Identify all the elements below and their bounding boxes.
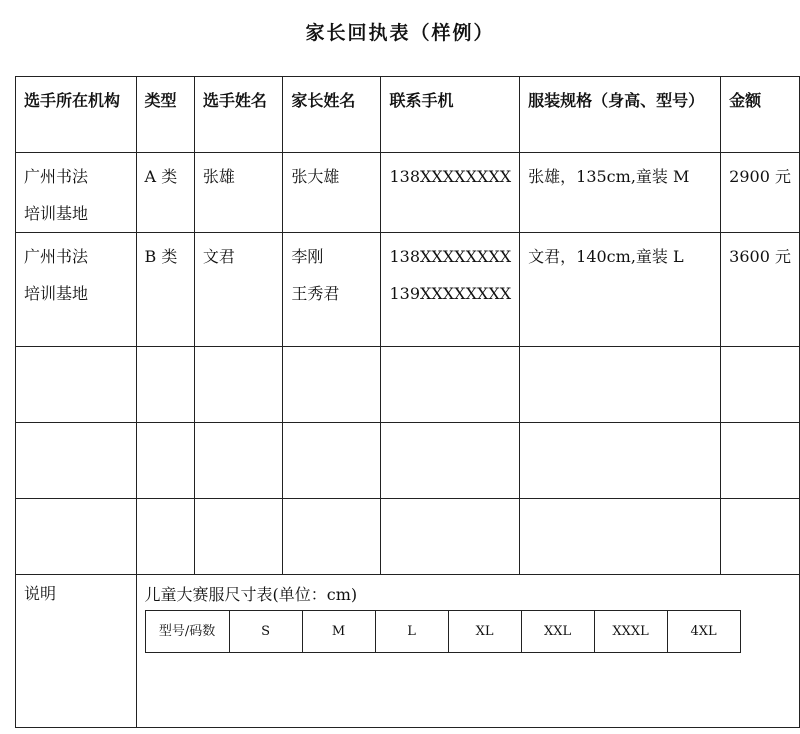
empty-cell xyxy=(721,347,800,423)
parent-name-cell xyxy=(283,233,381,347)
org-cell xyxy=(16,153,137,233)
size-cell: 4XL xyxy=(667,611,740,653)
size-chart-container xyxy=(145,575,791,727)
parent-name: 张大雄 xyxy=(291,167,340,186)
phone-number: 138XXXXXXXX xyxy=(389,167,512,186)
size-cell: XL xyxy=(448,611,521,653)
empty-cell xyxy=(283,423,381,499)
phone-number: 139XXXXXXXX xyxy=(389,284,512,303)
player-name-cell: 文君 xyxy=(194,233,283,347)
size-cell: S xyxy=(229,611,302,653)
header-org: 选手所在机构 xyxy=(16,77,137,153)
empty-cell xyxy=(520,499,721,575)
empty-cell xyxy=(16,347,137,423)
phone-number: 138XXXXXXXX xyxy=(389,247,512,266)
size-chart-table xyxy=(145,610,741,653)
empty-row xyxy=(16,499,800,575)
table-row xyxy=(16,153,800,233)
phone-cell xyxy=(381,153,520,233)
size-cell: M xyxy=(302,611,375,653)
header-parent-name: 家长姓名 xyxy=(283,77,381,153)
table-header-row xyxy=(16,77,800,153)
notes-content xyxy=(136,575,799,728)
size-chart-header: 型号/码数 xyxy=(145,611,229,653)
amount-cell: 2900 元 xyxy=(721,153,800,233)
amount-cell: 3600 元 xyxy=(721,233,800,347)
phone-cell xyxy=(381,233,520,347)
clothing-size-cell: 张雄，135cm,童装 M xyxy=(520,153,721,233)
reply-form-table xyxy=(15,76,800,728)
empty-row xyxy=(16,423,800,499)
size-cell: L xyxy=(375,611,448,653)
size-chart-title: 儿童大赛服尺寸表(单位：cm) xyxy=(144,585,358,604)
empty-cell xyxy=(136,499,194,575)
org-cell xyxy=(16,233,137,347)
size-chart-row xyxy=(145,611,740,653)
player-name-cell: 张雄 xyxy=(194,153,283,233)
header-phone: 联系手机 xyxy=(381,77,520,153)
empty-cell xyxy=(381,499,520,575)
empty-cell xyxy=(381,423,520,499)
notes-row xyxy=(16,575,800,728)
org-line: 广州书法 xyxy=(24,247,89,266)
empty-cell xyxy=(520,423,721,499)
empty-cell xyxy=(194,347,283,423)
header-amount: 金额 xyxy=(721,77,800,153)
clothing-size-cell: 文君，140cm,童装 L xyxy=(520,233,721,347)
header-player-name: 选手姓名 xyxy=(194,77,283,153)
empty-cell xyxy=(16,499,137,575)
empty-cell xyxy=(283,347,381,423)
empty-cell xyxy=(194,499,283,575)
org-line: 广州书法 xyxy=(24,167,89,186)
empty-row xyxy=(16,347,800,423)
empty-cell xyxy=(721,423,800,499)
empty-cell xyxy=(721,499,800,575)
empty-cell xyxy=(16,423,137,499)
org-line: 培训基地 xyxy=(24,284,89,303)
empty-cell xyxy=(283,499,381,575)
empty-cell xyxy=(194,423,283,499)
parent-name-cell xyxy=(283,153,381,233)
empty-cell xyxy=(381,347,520,423)
type-cell: B 类 xyxy=(136,233,194,347)
empty-cell xyxy=(136,423,194,499)
type-cell: A 类 xyxy=(136,153,194,233)
header-clothing-size: 服装规格（身高、型号） xyxy=(520,77,721,153)
header-type: 类型 xyxy=(136,77,194,153)
parent-name: 李刚 xyxy=(291,247,324,266)
empty-cell xyxy=(520,347,721,423)
notes-label: 说明 xyxy=(16,575,137,728)
org-line: 培训基地 xyxy=(24,204,89,223)
parent-name: 王秀君 xyxy=(291,284,340,303)
empty-cell xyxy=(136,347,194,423)
size-cell: XXXL xyxy=(594,611,667,653)
document-title: 家长回执表（样例） xyxy=(305,22,495,44)
table-row xyxy=(16,233,800,347)
size-cell: XXL xyxy=(521,611,594,653)
